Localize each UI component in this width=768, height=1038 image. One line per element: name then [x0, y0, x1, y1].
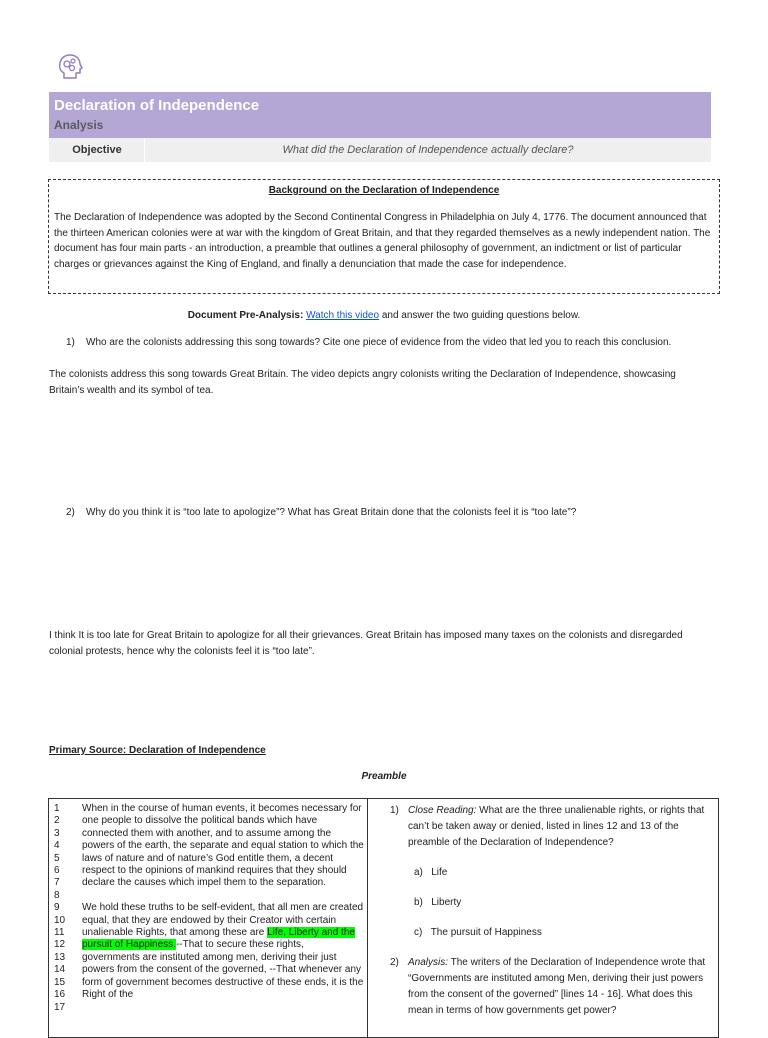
- section-title: Preamble: [361, 771, 407, 782]
- line-number: 17: [54, 1001, 66, 1013]
- preamble-text: [82, 803, 364, 1001]
- line-number: 6: [54, 865, 60, 877]
- line-number: 13: [54, 951, 66, 963]
- line-number: 15: [54, 976, 66, 988]
- answer-option-a[interactable]: [390, 865, 712, 881]
- analysis-questions: [390, 803, 712, 1019]
- question-number: 2): [66, 507, 75, 518]
- head-gears-icon: [56, 53, 84, 81]
- line-numbers: [54, 803, 65, 1014]
- page-subtitle: Analysis: [54, 118, 104, 132]
- question-1: [66, 337, 671, 348]
- question-text: The writers of the Declaration of Independence wrote that “Governments are instituted among Men, deriving their just powers from the consent of the governed” [lines 14 - 16]. What does this mean in terms of how governments get power?: [408, 957, 706, 1016]
- line-number: 7: [54, 877, 60, 889]
- question-number: 1): [66, 337, 75, 348]
- answer-option-b[interactable]: [390, 895, 712, 911]
- line-number: 5: [54, 852, 60, 864]
- pre-analysis-line: [0, 310, 768, 321]
- highlighted-rights: Life, Liberty and the pursuit of Happiness.: [82, 927, 355, 951]
- answer-option-c[interactable]: [390, 925, 712, 941]
- line-number: 12: [54, 939, 66, 951]
- objective-label: Objective: [72, 144, 122, 156]
- question-number: 2): [390, 957, 399, 968]
- preamble-paragraph-2: [82, 902, 364, 1001]
- option-letter: b): [414, 897, 423, 908]
- question-number: 1): [390, 805, 399, 816]
- line-number: 11: [54, 927, 65, 939]
- question-text: Who are the colonists addressing this song towards? Cite one piece of evidence from the video that led you to reach this conclusion.: [86, 337, 672, 348]
- line-number: 1: [54, 803, 60, 814]
- pre-analysis-rest: and answer the two guiding questions below.: [379, 310, 581, 321]
- line-number: 2: [54, 815, 60, 827]
- line-number: 9: [54, 902, 60, 914]
- preamble-paragraph-1: When in the course of human events, it becomes necessary for one people to dissolve the political bands which have connected them with another, and to assume among the powers of the earth, the separate and equal station to which the laws of nature and of nature’s God entitle them, a decent respect to the opinions of mankind requires that they should declare the causes which impel them to the separation.: [82, 803, 364, 889]
- option-letter: c): [414, 927, 423, 938]
- table-divider: [367, 798, 368, 1038]
- line-number: 10: [54, 914, 66, 926]
- line-number: 3: [54, 827, 60, 839]
- question-text: What are the three unalienable rights, or rights that can’t be taken away or denied, listed in lines 12 and 13 of the preamble of the Declaration of Independence?: [408, 805, 705, 848]
- question-label: Analysis:: [408, 957, 449, 968]
- line-number: 4: [54, 840, 60, 852]
- option-text: Life: [431, 867, 448, 878]
- option-text: Liberty: [431, 897, 462, 908]
- page-title: Declaration of Independence: [54, 97, 260, 114]
- primary-source-title: Primary Source: Declaration of Independence: [49, 745, 266, 756]
- objective-question: What did the Declaration of Independence actually declare?: [282, 144, 574, 156]
- analysis-question-1: [390, 803, 712, 851]
- paragraph-2-start: We hold these truths to be self-evident, that all men are created equal, that they are endowed by their Creator with certain unalienable Rights, that among these are: [82, 902, 364, 939]
- option-text: The pursuit of Happiness: [430, 927, 542, 938]
- background-title: Background on the Declaration of Independence: [268, 185, 500, 196]
- question-label: Close Reading:: [408, 805, 477, 816]
- answer-1[interactable]: The colonists address this song towards Great Britain. The video depicts angry colonists writing the Declaration of Independence, showcasing Britain’s wealth and its symbol of tea.: [49, 369, 676, 396]
- paragraph-2-end: --That to secure these rights, governments are instituted among men, deriving their just powers from the consent of the governed, --That whenever any form of government becomes destructive of these ends, it is the Right of the: [82, 939, 364, 1001]
- answer-2[interactable]: I think It is too late for Great Britain to apologize for all their grievances. Great Britain has imposed many taxes on the colonists and disregarded colonial protests, hence why the colonists feel it is “too late”.: [49, 630, 683, 657]
- pre-analysis-label: Document Pre-Analysis:: [187, 310, 304, 321]
- question-text: Why do you think it is “too late to apologize”? What has Great Britain done that the colonists feel it is “too late”?: [86, 507, 577, 518]
- watch-video-link[interactable]: Watch this video: [306, 310, 380, 321]
- line-number: 14: [54, 964, 66, 976]
- line-number: 16: [54, 989, 66, 1001]
- option-letter: a): [414, 867, 423, 878]
- question-2: [66, 507, 576, 518]
- analysis-question-2: [390, 955, 712, 1019]
- line-number: 8: [54, 889, 60, 901]
- background-body: The Declaration of Independence was adopted by the Second Continental Congress in Philadelphia on July 4, 1776. The document announced that the thirteen American colonies were at war with the kingdom of Great Britain, and that they regarded themselves as a newly independent nation. The document has four main parts - an introduction, a preamble that outlines a general philosophy of government, an indictment or list of particular charges or grievances against the King of England, and finally a denunciation that made the case for independence.: [54, 212, 711, 270]
